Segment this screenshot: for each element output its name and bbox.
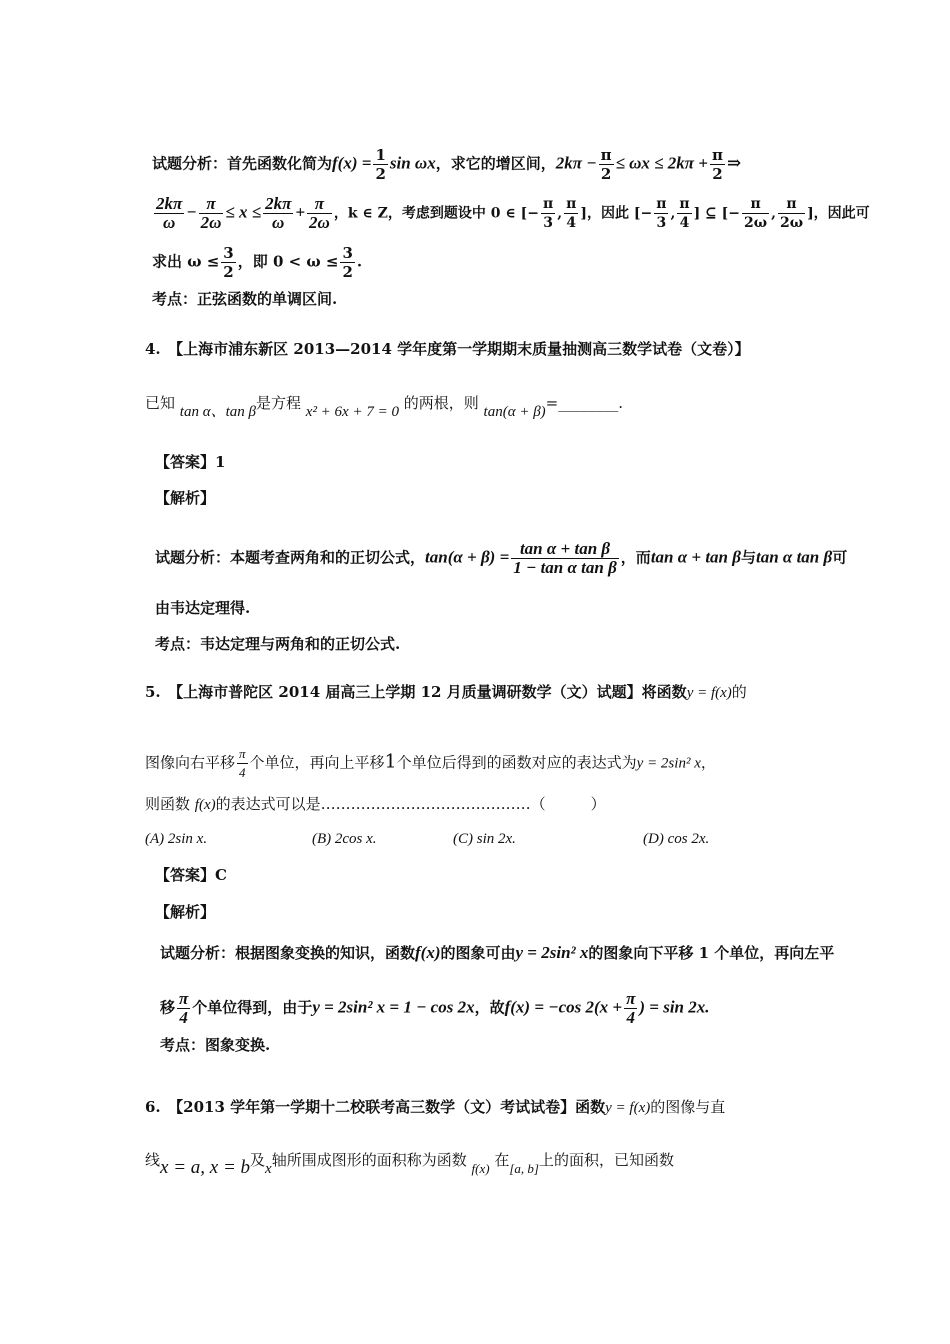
- math: 1: [384, 750, 397, 773]
- q5-line2: [145, 745, 716, 782]
- text: ]，因此可: [807, 205, 870, 222]
- math: tan α、tan β: [179, 404, 256, 420]
- math: ≤ ωx ≤ 2kπ +: [615, 153, 708, 173]
- fraction: $\frac{\pi}{4}$: [239, 746, 246, 780]
- math: x² + 6x + 7 = 0: [305, 404, 399, 420]
- text: ] ⊆ [−: [693, 205, 741, 222]
- text: ，: [700, 753, 716, 772]
- fraction: $\frac{3}{2}$: [342, 244, 353, 281]
- block3-line1: [152, 146, 741, 183]
- fraction: $\frac{\text{tan α + tan β}}{\text{1 − tan α tan β}}$: [513, 539, 617, 577]
- q5-point: 考点：图象变换.: [160, 1036, 271, 1054]
- text: 轴所围成图形的面积称为函数: [271, 1151, 467, 1169]
- text: 移: [160, 998, 176, 1017]
- q5-header: [145, 682, 747, 703]
- text: 上的面积，已知函数: [538, 1151, 674, 1169]
- q5-analysis-line1: [160, 943, 834, 963]
- text: 试题分析：首先函数化简为: [152, 154, 333, 173]
- math: 2kπ −: [555, 153, 597, 173]
- q5-analysis-line2: [160, 990, 710, 1027]
- text: 的两根，则: [403, 394, 479, 412]
- text: 个单位，再向上平移: [249, 753, 385, 772]
- fraction: $\frac{\pi}{2}$: [600, 146, 612, 183]
- q5-option-a: (A) 2sin x.: [145, 831, 208, 847]
- text: 与: [740, 548, 756, 567]
- fraction: $\frac{\pi}{4}$: [626, 989, 636, 1027]
- q5-option-d: (D) cos 2x.: [643, 831, 710, 847]
- math: f(x): [194, 797, 216, 813]
- text: 的: [731, 683, 747, 701]
- q5-option-c: (C) sin 2x.: [453, 831, 516, 847]
- math: x = a, x = b: [160, 1157, 251, 1178]
- text: ,: [771, 205, 776, 222]
- text: 的图像与直: [650, 1098, 726, 1116]
- math: tan(α + β) =: [425, 547, 510, 567]
- text: ，求它的增区间，: [435, 154, 556, 173]
- q6-line2: [145, 1150, 674, 1178]
- fraction: $\frac{3}{2}$: [223, 244, 234, 281]
- q5-option-b: (B) 2cos x.: [312, 831, 377, 847]
- text: ，故: [474, 998, 505, 1017]
- text: 6. 【2013 学年第一学期十二校联考高三数学（文）考试试卷】函数: [145, 1098, 606, 1116]
- text: 在: [494, 1151, 510, 1169]
- fraction: $\frac{2k\pi}{\omega}$: [156, 194, 183, 232]
- text: ，考虑到题设中 0 ∈ [−: [387, 205, 539, 222]
- fraction: $\frac{\pi}{2\omega}$: [309, 194, 330, 232]
- block3-line2: [152, 195, 870, 232]
- fraction: $\frac{\pi}{2\omega}$: [779, 196, 804, 231]
- text: 图像向右平移: [145, 753, 236, 772]
- q4-analysis-line1: [155, 540, 847, 577]
- q5-answer: 【答案】C: [155, 866, 227, 884]
- q5-analysis-label: 【解析】: [155, 903, 216, 921]
- math: ) = sin 2x: [639, 997, 706, 1017]
- text: 则函数: [145, 795, 191, 813]
- fraction: $\frac{\pi}{3}$: [656, 196, 667, 231]
- fraction: $\frac{2k\pi}{\omega}$: [265, 194, 292, 232]
- q4-answer: 【答案】1: [155, 453, 226, 471]
- fraction: $\frac{\pi}{4}$: [179, 989, 189, 1027]
- text: 线: [145, 1151, 161, 1169]
- math: x: [265, 1161, 272, 1177]
- math: −: [186, 202, 197, 222]
- math: +: [295, 202, 306, 222]
- math: f(x) = −cos 2(x +: [504, 997, 623, 1017]
- text: ，k ∈ Z: [333, 205, 388, 222]
- fraction: $\frac{\pi}{4}$: [566, 196, 577, 231]
- text: 试题分析：本题考查两角和的正切公式，: [155, 548, 426, 567]
- text: .: [356, 252, 363, 271]
- math: tan α tan β: [755, 547, 833, 567]
- fraction: $\frac{\pi}{2}$: [711, 146, 723, 183]
- fraction: $\frac{\pi}{2\omega}$: [200, 194, 222, 232]
- text: ，而: [620, 548, 651, 567]
- text: 及: [250, 1151, 266, 1169]
- block3-line3: [152, 244, 362, 281]
- text: 已知: [145, 394, 176, 412]
- text: 可: [832, 548, 848, 567]
- text: 试题分析：根据图象变换的知识，函数: [160, 944, 416, 962]
- text: 的表达式可以是……………………………………（ ）: [215, 795, 606, 813]
- q4-header: 4. 【上海市浦东新区 2013—2014 学年度第一学期期末质量抽测高三数学试卷（文卷）】: [145, 340, 750, 358]
- fraction: $\frac{\pi}{3}$: [542, 196, 554, 231]
- math: y = 2sin² x: [515, 943, 589, 962]
- math: [a, b]: [509, 1161, 539, 1176]
- math: y = f(x): [605, 1100, 651, 1116]
- block3-point: 考点：正弦函数的单调区间.: [152, 290, 338, 308]
- text: 是方程: [255, 394, 301, 412]
- q4-stem: [145, 393, 624, 420]
- math: y = f(x): [686, 685, 732, 701]
- text: 的图象可由: [440, 944, 516, 962]
- text: ，即 0 < ω ≤: [237, 252, 339, 271]
- text: 个单位后得到的函数对应的表达式为: [396, 753, 637, 772]
- math: y = 2sin² x: [636, 755, 701, 772]
- math: ≤ x ≤: [225, 202, 262, 222]
- text: =________.: [545, 394, 624, 412]
- fraction: $\frac{1}{2}$: [375, 146, 386, 183]
- text: 求出 ω ≤: [152, 252, 220, 271]
- q4-analysis-line2: 由韦达定理得.: [155, 599, 251, 617]
- math: f(x): [471, 1161, 490, 1176]
- q6-header: [145, 1097, 725, 1118]
- math: sin ωx: [389, 153, 436, 173]
- math: ⇒: [726, 153, 742, 173]
- q4-analysis-label: 【解析】: [155, 489, 216, 507]
- q4-point: 考点：韦达定理与两角和的正切公式.: [155, 635, 401, 653]
- fraction: $\frac{\pi}{2\omega}$: [744, 196, 768, 231]
- text: 的图象向下平移 1 个单位，再向左平: [588, 944, 835, 962]
- text: 个单位得到，由于: [192, 998, 313, 1017]
- text: ]，因此 [−: [580, 205, 653, 222]
- math: tan(α + β): [483, 404, 546, 420]
- q5-line3: [145, 794, 606, 815]
- math: f(x) =: [332, 153, 372, 173]
- math: .: [705, 997, 710, 1017]
- math: tan α + tan β: [650, 547, 741, 567]
- math: f(x): [415, 943, 441, 962]
- text: ,: [557, 205, 563, 222]
- text: ,: [670, 205, 676, 222]
- math: y = 2sin² x = 1 − cos 2x: [312, 997, 475, 1017]
- fraction: $\frac{\pi}{4}$: [679, 196, 690, 231]
- text: 5. 【上海市普陀区 2014 届高三上学期 12 月质量调研数学（文）试题】将函数: [145, 683, 687, 701]
